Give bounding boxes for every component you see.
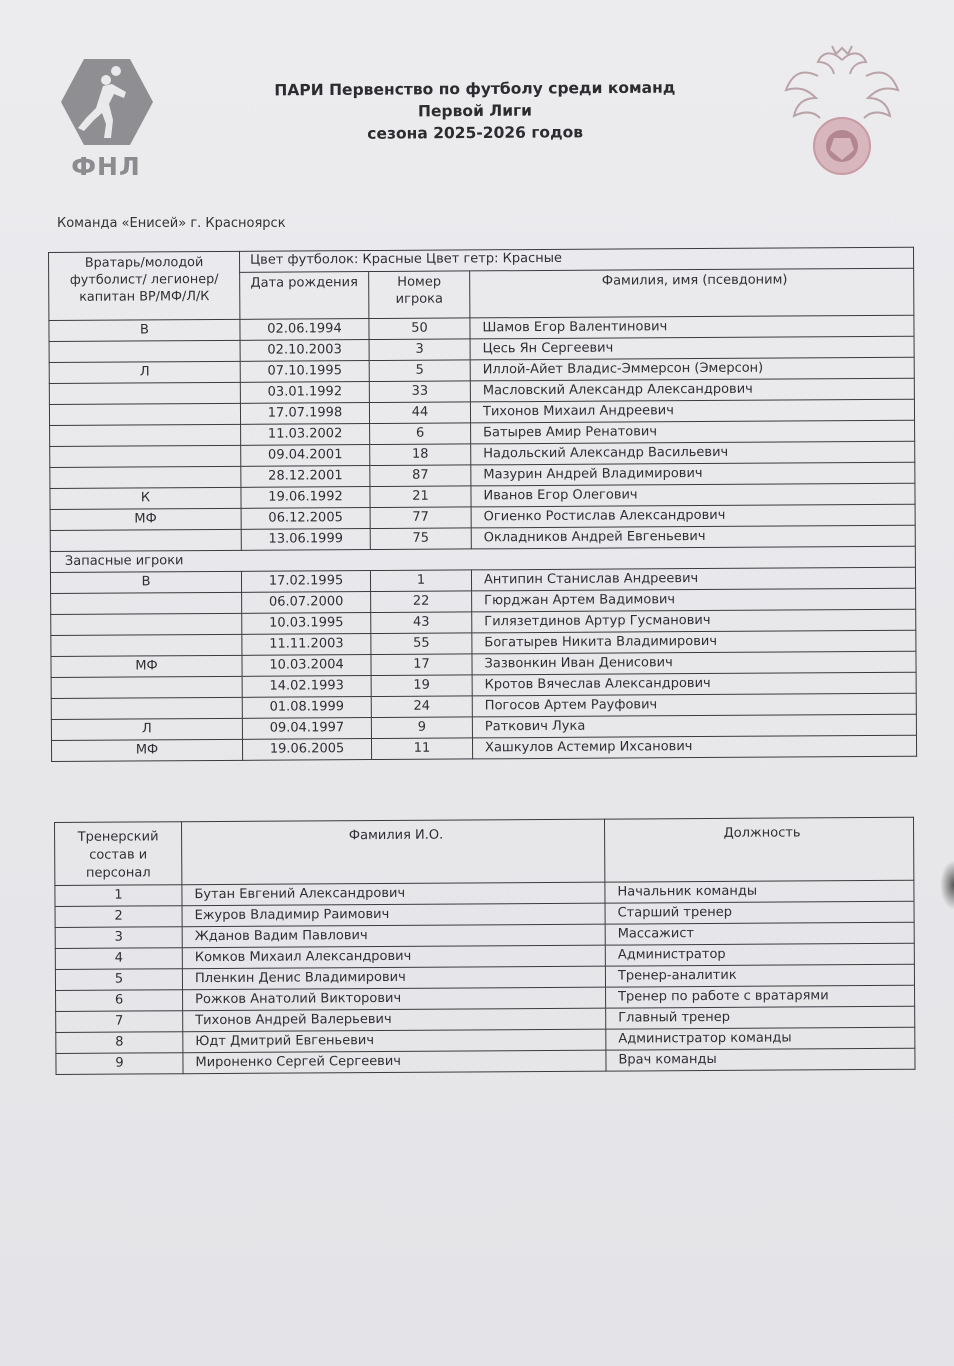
player-name: Раткович Лука xyxy=(472,714,916,738)
staff-name: Комков Михаил Александрович xyxy=(182,945,605,969)
player-birth-date: 01.08.1999 xyxy=(242,697,371,719)
staff-name-header: Фамилия И.О. xyxy=(182,819,605,885)
player-number: 9 xyxy=(371,717,472,739)
staff-index: 9 xyxy=(56,1053,183,1075)
player-number: 5 xyxy=(369,360,470,382)
player-role: В xyxy=(50,571,241,593)
player-name: Мазурин Андрей Владимирович xyxy=(471,462,915,486)
player-number: 24 xyxy=(371,696,472,718)
player-birth-date: 07.10.1995 xyxy=(240,361,369,383)
player-birth-date: 14.02.1993 xyxy=(242,676,371,698)
staff-index: 3 xyxy=(55,927,182,949)
player-name: Окладников Андрей Евгеньевич xyxy=(471,525,915,549)
player-birth-date: 06.12.2005 xyxy=(241,508,370,530)
player-role xyxy=(49,382,240,404)
page-edge-shadow xyxy=(940,860,954,910)
player-number: 33 xyxy=(369,381,470,403)
player-name: Тихонов Михаил Андреевич xyxy=(470,399,914,423)
staff-name: Бутан Евгений Александрович xyxy=(182,882,605,906)
player-name: Огиенко Ростислав Александрович xyxy=(471,504,915,528)
player-birth-date: 17.07.1998 xyxy=(240,403,369,425)
player-role xyxy=(50,424,241,446)
player-number: 75 xyxy=(370,528,471,550)
player-birth-date: 02.10.2003 xyxy=(240,340,369,362)
player-role xyxy=(51,634,242,656)
player-role: МФ xyxy=(51,739,242,761)
player-name: Цесь Ян Сергеевич xyxy=(470,336,914,360)
player-role: Л xyxy=(49,361,240,383)
subs-label: Запасные игроки xyxy=(50,546,915,572)
player-number: 18 xyxy=(370,444,471,466)
player-name: Шамов Егор Валентинович xyxy=(470,315,914,339)
player-role xyxy=(50,529,241,551)
double-headed-eagle-icon xyxy=(782,40,902,180)
player-role xyxy=(51,613,242,635)
player-birth-date: 10.03.1995 xyxy=(242,613,371,635)
player-birth-date: 17.02.1995 xyxy=(241,571,370,593)
staff-position: Начальник команды xyxy=(605,880,914,903)
staff-index: 4 xyxy=(55,948,182,970)
player-number: 55 xyxy=(371,633,472,655)
staff-name: Рожков Анатолий Викторович xyxy=(183,987,606,1011)
player-birth-date: 19.06.1992 xyxy=(241,487,370,509)
player-name: Иллой-Айет Владис-Эммерсон (Эмерсон) xyxy=(470,357,914,381)
fnl-logo-text: ФНЛ xyxy=(71,152,141,181)
date-column-header: Дата рождения xyxy=(240,272,369,320)
player-role: МФ xyxy=(50,508,241,530)
player-name: Погосов Артем Рауфович xyxy=(472,693,916,717)
staff-index: 2 xyxy=(55,906,182,928)
player-role xyxy=(49,340,240,362)
player-role xyxy=(50,445,241,467)
player-role xyxy=(50,466,241,488)
players-table xyxy=(48,247,917,762)
player-role xyxy=(51,592,242,614)
player-number: 6 xyxy=(370,423,471,445)
name-column-header: Фамилия, имя (псевдоним) xyxy=(470,268,914,318)
player-number: 17 xyxy=(371,654,472,676)
staff-position-header: Должность xyxy=(604,817,913,882)
title-line-2: Первой Лиги xyxy=(417,101,533,121)
staff-position: Старший тренер xyxy=(605,901,914,924)
player-birth-date: 13.06.1999 xyxy=(241,529,370,551)
player-name: Гилязетдинов Артур Гусманович xyxy=(472,609,916,633)
player-role: К xyxy=(50,487,241,509)
staff-name: Пленкин Денис Владимирович xyxy=(182,966,605,990)
player-number: 77 xyxy=(370,507,471,529)
staff-position: Массажист xyxy=(605,922,914,945)
substitute-players xyxy=(50,567,916,761)
rfs-emblem xyxy=(782,40,902,180)
staff-name: Юдт Дмитрий Евгеньевич xyxy=(183,1029,606,1053)
player-name: Надольский Александр Васильевич xyxy=(471,441,915,465)
player-birth-date: 11.11.2003 xyxy=(242,634,371,656)
player-number: 87 xyxy=(370,465,471,487)
player-birth-date: 02.06.1994 xyxy=(240,319,369,341)
player-name: Кротов Вячеслав Александрович xyxy=(472,672,916,696)
player-birth-date: 28.12.2001 xyxy=(241,466,370,488)
staff-index: 1 xyxy=(55,885,182,907)
staff-name: Тихонов Андрей Валерьевич xyxy=(183,1008,606,1032)
player-role: МФ xyxy=(51,655,242,677)
role-column-header: Вратарь/молодой футболист/ легионер/капитан ВР/МФ/Л/К xyxy=(49,251,240,320)
player-number: 21 xyxy=(370,486,471,508)
staff-index: 8 xyxy=(56,1032,183,1054)
fnl-logo xyxy=(56,56,156,186)
staff-name: Ежуров Владимир Раимович xyxy=(182,903,605,927)
title-line-3: сезона 2025-2026 годов xyxy=(367,123,584,143)
staff-position: Тренер по работе с вратарями xyxy=(606,985,915,1008)
kit-colors: Цвет футболок: Красные Цвет гетр: Красные xyxy=(239,247,913,272)
player-birth-date: 03.01.1992 xyxy=(240,382,369,404)
player-name: Богатырев Никита Владимирович xyxy=(472,630,916,654)
player-name: Масловский Александр Александрович xyxy=(470,378,914,402)
staff-rows xyxy=(55,880,915,1074)
player-birth-date: 06.07.2000 xyxy=(242,592,371,614)
number-column-header: Номер игрока xyxy=(369,271,470,319)
player-birth-date: 19.06.2005 xyxy=(242,739,371,761)
player-number: 3 xyxy=(369,339,470,361)
title-line-1: ПАРИ Первенство по футболу среди команд xyxy=(274,78,676,100)
player-number: 44 xyxy=(369,402,470,424)
staff-position: Тренер-аналитик xyxy=(605,964,914,987)
player-name: Зазвонкин Иван Денисович xyxy=(472,651,916,675)
player-number: 11 xyxy=(371,738,472,760)
fnl-hexagon-icon xyxy=(56,56,156,148)
table-row xyxy=(51,735,916,761)
player-birth-date: 09.04.1997 xyxy=(242,718,371,740)
staff-position: Главный тренер xyxy=(606,1006,915,1029)
player-role xyxy=(51,697,242,719)
player-role xyxy=(49,403,240,425)
staff-position: Администратор xyxy=(605,943,914,966)
team-line: Команда «Енисей» г. Красноярск xyxy=(57,216,286,231)
player-name: Хашкулов Астемир Ихсанович xyxy=(472,735,916,759)
starting-players xyxy=(49,315,915,551)
staff-index-header: Тренерский состав и персонал xyxy=(55,822,182,886)
player-birth-date: 10.03.2004 xyxy=(242,655,371,677)
staff-position: Врач команды xyxy=(606,1048,915,1071)
player-birth-date: 09.04.2001 xyxy=(241,445,370,467)
document-title xyxy=(200,76,750,146)
player-number: 1 xyxy=(370,570,471,592)
staff-header-row xyxy=(55,817,914,885)
staff-index: 5 xyxy=(55,969,182,991)
staff-index: 7 xyxy=(56,1011,183,1033)
staff-table xyxy=(54,817,916,1075)
player-role: Л xyxy=(51,718,242,740)
player-birth-date: 11.03.2002 xyxy=(241,424,370,446)
player-name: Батырев Амир Ренатович xyxy=(471,420,915,444)
player-role xyxy=(51,676,242,698)
staff-name: Мироненко Сергей Сергеевич xyxy=(183,1050,606,1074)
player-number: 50 xyxy=(369,318,470,340)
player-name: Антипин Станислав Андреевич xyxy=(471,567,915,591)
player-number: 22 xyxy=(371,591,472,613)
player-number: 19 xyxy=(371,675,472,697)
staff-name: Жданов Вадим Павлович xyxy=(182,924,605,948)
player-name: Гюрджан Артем Вадимович xyxy=(472,588,916,612)
table-row xyxy=(56,1048,915,1074)
staff-position: Администратор команды xyxy=(606,1027,915,1050)
player-role: В xyxy=(49,319,240,341)
player-number: 43 xyxy=(371,612,472,634)
staff-index: 6 xyxy=(56,990,183,1012)
player-name: Иванов Егор Олегович xyxy=(471,483,915,507)
